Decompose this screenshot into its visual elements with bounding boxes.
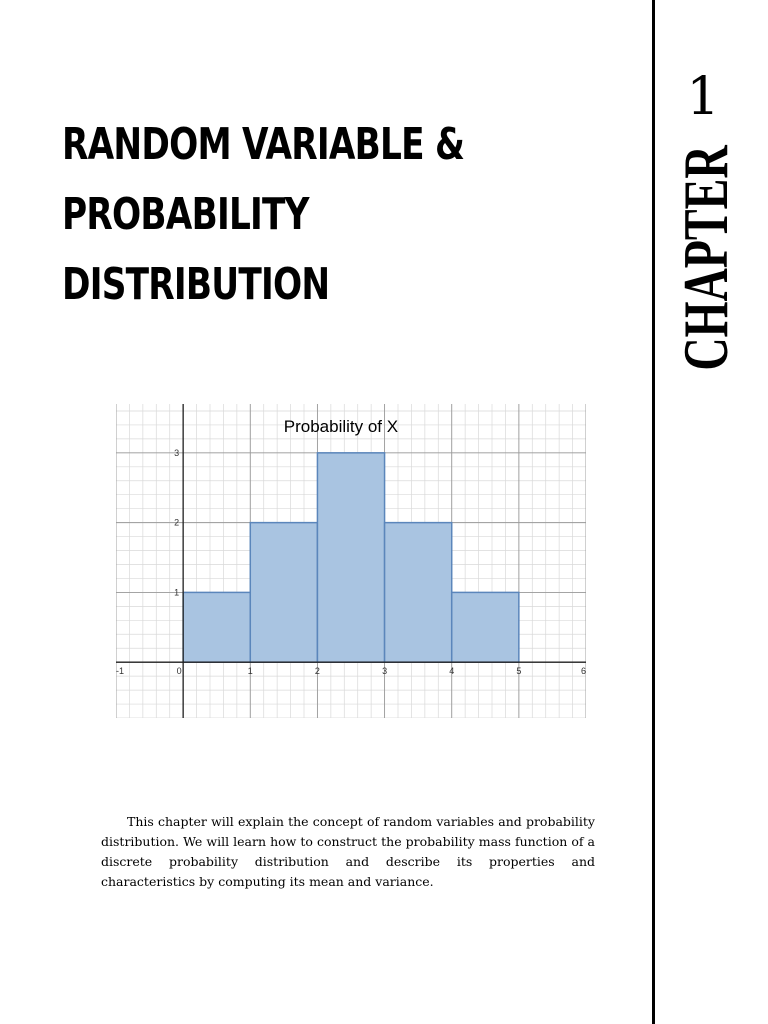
chapter-title-line-1: RANDOM VARIABLE & [62, 119, 465, 170]
y-tick-label: 3 [174, 447, 180, 458]
y-tick-label: 2 [174, 517, 180, 528]
chapter-title-line-2: PROBABILITY [62, 189, 309, 240]
chapter-number: 1 [686, 67, 720, 127]
chapter-title-line-3: DISTRIBUTION [62, 259, 330, 310]
probability-histogram-figure [116, 404, 586, 718]
x-tick-label: 2 [314, 666, 320, 677]
x-tick-label: 4 [449, 666, 455, 677]
x-tick-label: 0 [176, 666, 182, 677]
histogram-bar [317, 453, 384, 662]
x-tick-label: 5 [516, 666, 522, 677]
histogram-bar [385, 523, 452, 663]
probability-histogram [116, 404, 586, 718]
y-tick-label: 1 [174, 587, 180, 598]
chart-title: Probability of X [283, 417, 399, 436]
chapter-label-text: CHAPTER [670, 145, 741, 371]
histogram-bar [452, 592, 519, 662]
chapter-label [670, 102, 741, 415]
x-tick-label: 6 [580, 666, 586, 677]
histogram-bar [183, 592, 250, 662]
chapter-introduction: This chapter will explain the concept of random variables and probability distribution. We will learn how to construct the probability mass function of a discrete probability distribution and describe its properties and characteristics by computing its mean and variance. [101, 814, 595, 889]
x-tick-label: -1 [116, 666, 125, 677]
x-tick-label: 1 [247, 666, 253, 677]
histogram-bars [183, 453, 519, 662]
x-tick-label: 3 [382, 666, 388, 677]
histogram-bar [250, 523, 317, 663]
chapter-divider-line [652, 0, 655, 1024]
chapter-title [62, 110, 622, 320]
